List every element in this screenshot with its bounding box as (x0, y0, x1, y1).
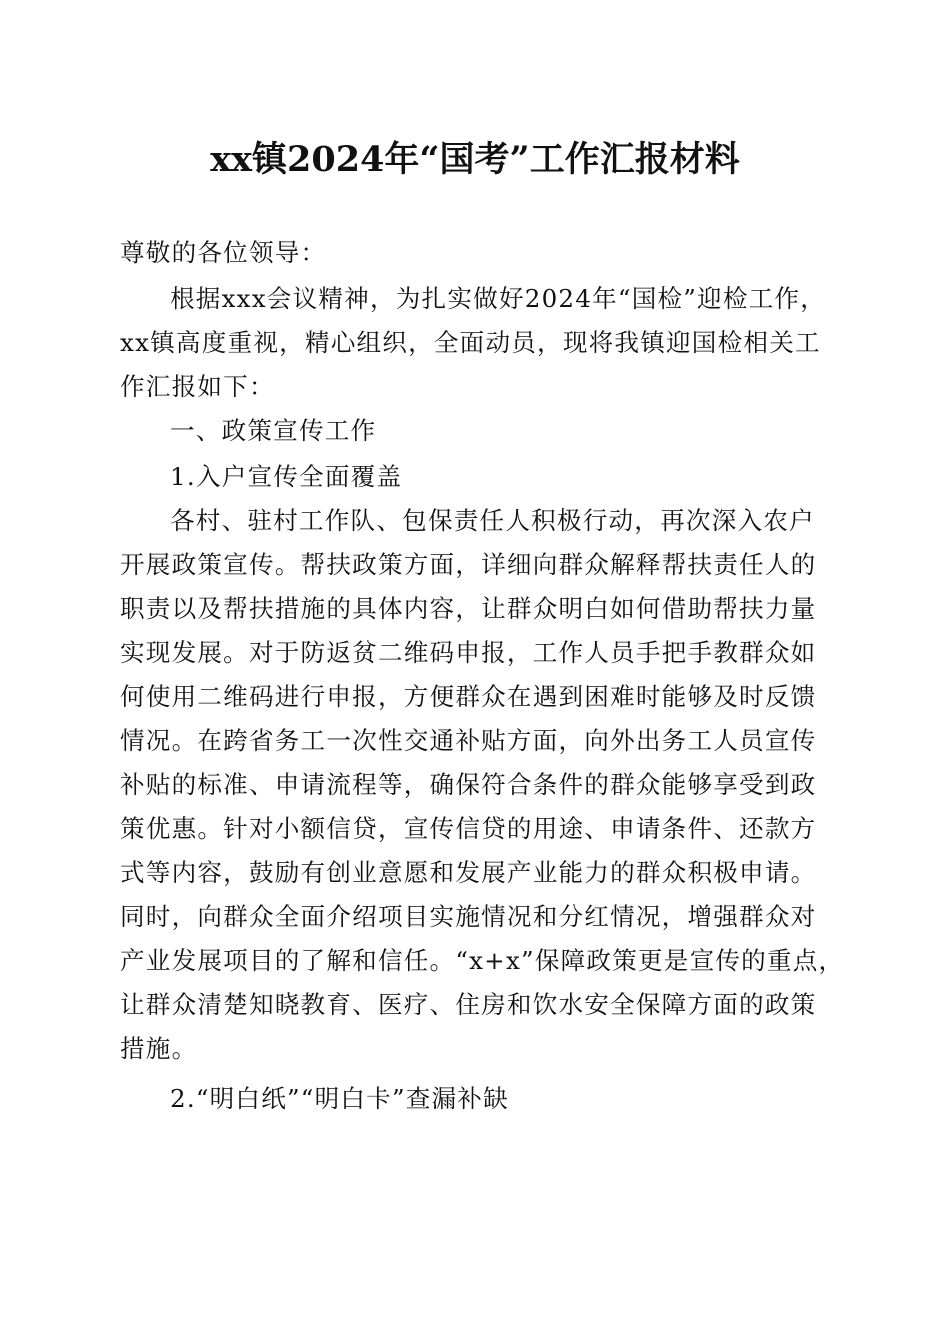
salutation: 尊敬的各位领导： (120, 238, 327, 267)
body-line: 补贴的标准、申请流程等，确保符合条件的群众能够享受到政 (120, 770, 817, 799)
subsection-heading: 1.入户宣传全面覆盖 (170, 462, 403, 491)
body-line: 措施。 (120, 1034, 198, 1063)
body-line: 同时，向群众全面介绍项目实施情况和分红情况，增强群众对 (120, 902, 817, 931)
body-line: 策优惠。针对小额信贷，宣传信贷的用途、申请条件、还款方 (120, 814, 817, 843)
body-line: 各村、驻村工作队、包保责任人积极行动，再次深入农户 (170, 506, 815, 535)
body-line: 产业发展项目的了解和信任。“x+x”保障政策更是宣传的重点， (120, 946, 845, 975)
document-title: xx镇2024年“国考”工作汇报材料 (210, 139, 740, 180)
body-line: 实现发展。对于防返贫二维码申报，工作人员手把手教群众如 (120, 638, 817, 667)
body-line: 情况。在跨省务工一次性交通补贴方面，向外出务工人员宣传 (120, 726, 817, 755)
body-line: 让群众清楚知晓教育、医疗、住房和饮水安全保障方面的政策 (120, 990, 817, 1019)
body-line: 职责以及帮扶措施的具体内容，让群众明白如何借助帮扶力量 (120, 594, 817, 623)
subsection-heading: 2.“明白纸”“明白卡”查漏补缺 (170, 1084, 509, 1113)
intro-line: 作汇报如下： (120, 372, 275, 401)
body-line: 式等内容，鼓励有创业意愿和发展产业能力的群众积极申请。 (120, 858, 817, 887)
intro-line: xx镇高度重视，精心组织，全面动员，现将我镇迎国检相关工 (120, 328, 821, 357)
section-heading: 一、政策宣传工作 (170, 416, 377, 445)
intro-line: 根据xxx会议精神，为扎实做好2024年“国检”迎检工作， (170, 284, 827, 313)
body-line: 何使用二维码进行申报，方便群众在遇到困难时能够及时反馈 (120, 682, 817, 711)
body-line: 开展政策宣传。帮扶政策方面，详细向群众解释帮扶责任人的 (120, 550, 817, 579)
